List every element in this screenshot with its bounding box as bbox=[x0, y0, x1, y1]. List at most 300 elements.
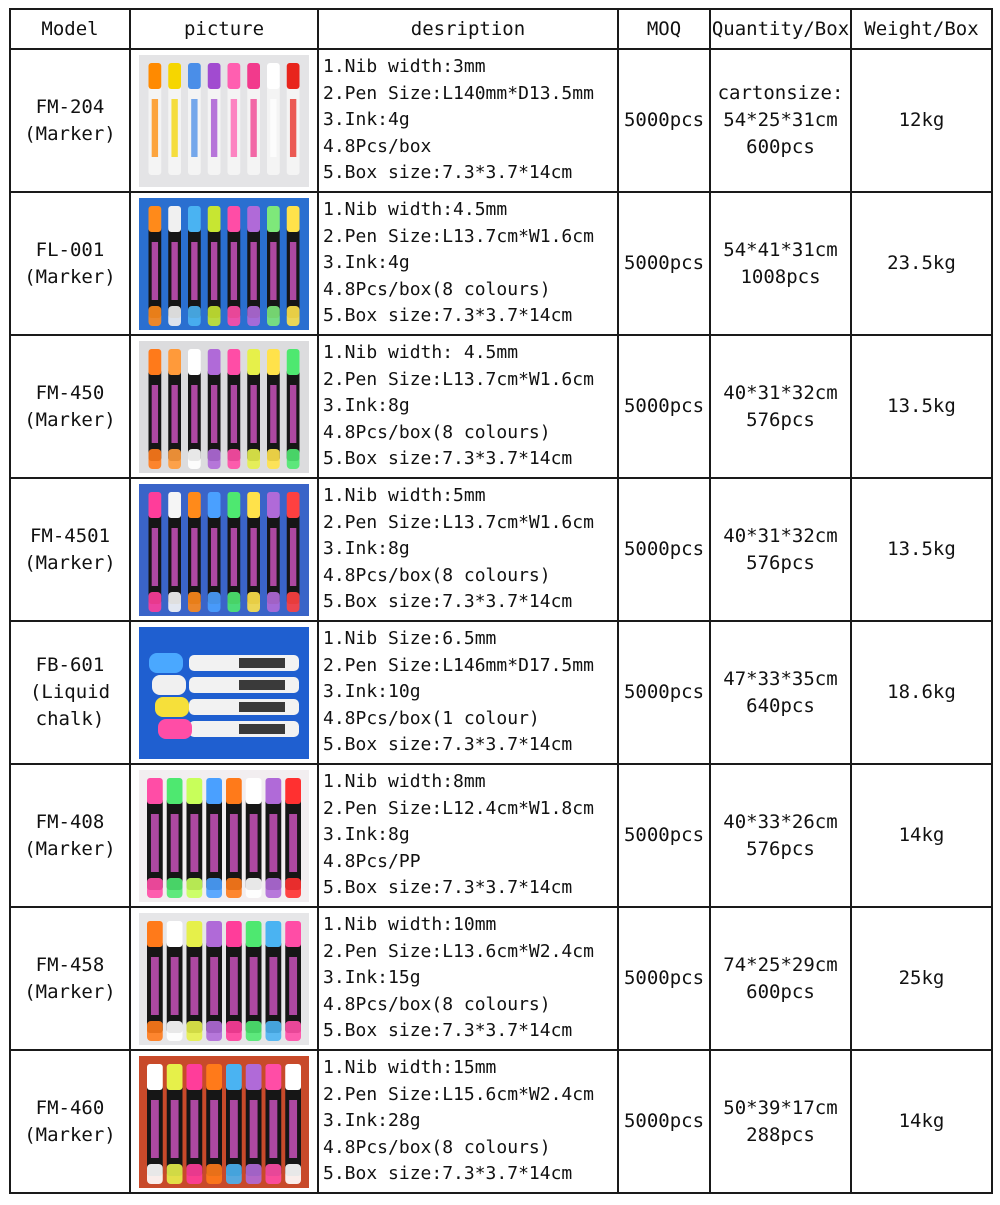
quantity-cell bbox=[710, 335, 851, 478]
model-cell bbox=[10, 478, 130, 621]
model-name: FM-460 bbox=[35, 1096, 105, 1119]
pen-cap bbox=[208, 349, 221, 375]
pen-cap bbox=[287, 492, 300, 518]
pen-cap-spare bbox=[167, 878, 183, 898]
header-quantity-per-box: Quantity/Box bbox=[710, 9, 851, 49]
quantity-line: 576pcs bbox=[746, 408, 815, 431]
pen-label bbox=[190, 814, 198, 872]
pen-label bbox=[191, 242, 197, 300]
model-cell bbox=[10, 335, 130, 478]
model-cell bbox=[10, 1050, 130, 1193]
model-name: FM-450 bbox=[35, 381, 105, 404]
product-photo bbox=[139, 770, 309, 902]
pen-cap bbox=[188, 206, 201, 232]
weight-cell: 18.6kg bbox=[851, 621, 992, 764]
picture-cell bbox=[130, 907, 318, 1050]
quantity-line: 288pcs bbox=[746, 1123, 815, 1146]
pen-label bbox=[210, 814, 218, 872]
pen-cap-spare bbox=[246, 878, 262, 898]
pen-cap bbox=[168, 349, 181, 375]
description-line: 2.Pen Size:L140mm*D13.5mm bbox=[323, 82, 594, 104]
pen-label bbox=[210, 957, 218, 1015]
description-line: 1.Nib width:4.5mm bbox=[323, 199, 508, 221]
pen-cap bbox=[147, 778, 163, 804]
model-name: FM-204 bbox=[35, 95, 105, 118]
pen-cap-spare bbox=[266, 878, 282, 898]
moq-cell: 5000pcs bbox=[618, 621, 710, 764]
model-type: (Marker) bbox=[24, 408, 116, 431]
pen-cap-spare bbox=[168, 306, 181, 326]
picture-cell bbox=[130, 192, 318, 335]
pen-cap-spare bbox=[267, 592, 280, 612]
pen-cap-spare bbox=[187, 878, 203, 898]
moq-cell: 5000pcs bbox=[618, 907, 710, 1050]
quantity-cell bbox=[710, 764, 851, 907]
pen-label bbox=[231, 242, 237, 300]
pen-label bbox=[171, 242, 177, 300]
pen-cap bbox=[206, 921, 222, 947]
pen-label bbox=[270, 528, 276, 586]
pen-cap bbox=[266, 1064, 282, 1090]
pen-cap-spare bbox=[147, 878, 163, 898]
pen-cap bbox=[226, 1064, 242, 1090]
quantity-line: 1008pcs bbox=[740, 265, 821, 288]
pen-label bbox=[190, 1100, 198, 1158]
quantity-line: 54*25*31cm bbox=[723, 109, 838, 131]
description-line: 5.Box size:7.3*3.7*14cm bbox=[323, 1163, 573, 1185]
quantity-cell bbox=[710, 907, 851, 1050]
pen-label bbox=[270, 99, 276, 157]
pen-label bbox=[239, 658, 285, 668]
description-line: 1.Nib width:10mm bbox=[323, 914, 497, 936]
pen-cap-spare bbox=[287, 306, 300, 326]
pen-label bbox=[250, 385, 256, 443]
quantity-line: 74*25*29cm bbox=[723, 953, 838, 976]
pen-cap bbox=[187, 778, 203, 804]
pen-cap-spare bbox=[206, 878, 222, 898]
product-row bbox=[10, 1050, 992, 1193]
pen-cap bbox=[287, 206, 300, 232]
description-cell bbox=[318, 192, 618, 335]
description-line: 3.Ink:28g bbox=[323, 1110, 421, 1132]
pen-label bbox=[250, 1100, 258, 1158]
product-photo bbox=[139, 627, 309, 759]
pen-cap bbox=[267, 63, 280, 89]
description-line: 2.Pen Size:L13.7cm*W1.6cm bbox=[323, 511, 594, 533]
pen-cap-spare bbox=[287, 592, 300, 612]
pen-cap-spare bbox=[226, 878, 242, 898]
pen-label bbox=[250, 814, 258, 872]
description-cell bbox=[318, 907, 618, 1050]
header-description: desription bbox=[318, 9, 618, 49]
description-line: 1.Nib width:8mm bbox=[323, 771, 486, 793]
description-line: 4.8Pcs/PP bbox=[323, 850, 421, 872]
pen-cap-spare bbox=[267, 449, 280, 469]
pen-label bbox=[210, 1100, 218, 1158]
model-name: FL-001 bbox=[35, 238, 105, 261]
description-line: 5.Box size:7.3*3.7*14cm bbox=[323, 591, 573, 613]
pen-label bbox=[250, 528, 256, 586]
product-row bbox=[10, 478, 992, 621]
description-line: 4.8Pcs/box bbox=[323, 135, 432, 157]
header-model: Model bbox=[10, 9, 130, 49]
pen-cap-spare bbox=[247, 449, 260, 469]
description-line: 3.Ink:8g bbox=[323, 538, 410, 560]
pen-label bbox=[230, 814, 238, 872]
description-line: 5.Box size:7.3*3.7*14cm bbox=[323, 877, 573, 899]
moq-cell: 5000pcs bbox=[618, 1050, 710, 1193]
pen-cap bbox=[247, 63, 260, 89]
product-photo bbox=[139, 484, 309, 616]
product-photo bbox=[139, 198, 309, 330]
description-line: 5.Box size:7.3*3.7*14cm bbox=[323, 305, 573, 327]
pen-cap-spare bbox=[187, 1164, 203, 1184]
pen-cap bbox=[149, 349, 162, 375]
pen-cap bbox=[158, 719, 192, 739]
model-cell bbox=[10, 49, 130, 192]
product-photo bbox=[139, 341, 309, 473]
moq-cell: 5000pcs bbox=[618, 764, 710, 907]
description-cell bbox=[318, 621, 618, 764]
quantity-line: cartonsize: bbox=[717, 82, 844, 104]
moq-cell: 5000pcs bbox=[618, 192, 710, 335]
description-line: 3.Ink:10g bbox=[323, 681, 421, 703]
pen-label bbox=[269, 1100, 277, 1158]
pen-label bbox=[190, 957, 198, 1015]
pen-cap bbox=[266, 778, 282, 804]
pen-cap bbox=[246, 1064, 262, 1090]
model-cell bbox=[10, 192, 130, 335]
pen-cap-spare bbox=[167, 1164, 183, 1184]
pen-label bbox=[152, 385, 158, 443]
pen-cap bbox=[228, 349, 241, 375]
pen-cap bbox=[149, 63, 162, 89]
pen-cap-spare bbox=[168, 592, 181, 612]
description-line: 1.Nib width:3mm bbox=[323, 56, 486, 78]
quantity-line: 40*31*32cm bbox=[723, 381, 838, 404]
pen-cap-spare bbox=[247, 306, 260, 326]
model-cell bbox=[10, 621, 130, 764]
pen-cap bbox=[187, 921, 203, 947]
pen-cap-spare bbox=[226, 1021, 242, 1041]
pen-label bbox=[290, 385, 296, 443]
pen-cap-spare bbox=[267, 306, 280, 326]
description-line: 5.Box size:7.3*3.7*14cm bbox=[323, 1020, 573, 1042]
description-line: 4.8Pcs/box(8 colours) bbox=[323, 1136, 551, 1158]
quantity-line: 576pcs bbox=[746, 837, 815, 860]
pen-label bbox=[171, 957, 179, 1015]
pen-cap-spare bbox=[246, 1021, 262, 1041]
moq-cell: 5000pcs bbox=[618, 335, 710, 478]
quantity-cell bbox=[710, 49, 851, 192]
description-line: 4.8Pcs/box(8 colours) bbox=[323, 278, 551, 300]
moq-cell: 5000pcs bbox=[618, 478, 710, 621]
quantity-cell bbox=[710, 478, 851, 621]
description-line: 5.Box size:7.3*3.7*14cm bbox=[323, 734, 573, 756]
pen-label bbox=[231, 528, 237, 586]
picture-cell bbox=[130, 764, 318, 907]
pen-label bbox=[270, 385, 276, 443]
pen-cap-spare bbox=[285, 878, 301, 898]
pen-cap bbox=[285, 778, 301, 804]
pen-label bbox=[171, 814, 179, 872]
quantity-cell bbox=[710, 1050, 851, 1193]
description-line: 3.Ink:4g bbox=[323, 252, 410, 274]
pen-cap-spare bbox=[285, 1021, 301, 1041]
pen-label bbox=[239, 702, 285, 712]
description-line: 3.Ink:15g bbox=[323, 967, 421, 989]
pen-cap bbox=[187, 1064, 203, 1090]
pen-cap-spare bbox=[228, 592, 241, 612]
product-row bbox=[10, 621, 992, 764]
pen-cap bbox=[226, 921, 242, 947]
description-cell bbox=[318, 764, 618, 907]
pen-label bbox=[231, 99, 237, 157]
model-cell bbox=[10, 907, 130, 1050]
weight-cell: 14kg bbox=[851, 764, 992, 907]
model-name: FM-408 bbox=[35, 810, 105, 833]
pen-label bbox=[269, 814, 277, 872]
pen-cap-spare bbox=[147, 1164, 163, 1184]
description-line: 3.Ink:8g bbox=[323, 395, 410, 417]
product-row bbox=[10, 335, 992, 478]
picture-cell bbox=[130, 1050, 318, 1193]
pen-cap-spare bbox=[287, 449, 300, 469]
pen-cap-spare bbox=[208, 306, 221, 326]
picture-cell bbox=[130, 49, 318, 192]
quantity-cell bbox=[710, 621, 851, 764]
pen-cap bbox=[188, 492, 201, 518]
pen-label bbox=[250, 242, 256, 300]
pen-cap-spare bbox=[188, 592, 201, 612]
pen-cap-spare bbox=[149, 449, 162, 469]
product-photo bbox=[139, 1056, 309, 1188]
weight-cell: 25kg bbox=[851, 907, 992, 1050]
description-line: 2.Pen Size:L12.4cm*W1.8cm bbox=[323, 797, 594, 819]
pen-cap bbox=[267, 492, 280, 518]
pen-label bbox=[231, 385, 237, 443]
model-type: (Marker) bbox=[24, 1123, 116, 1146]
description-cell bbox=[318, 335, 618, 478]
pen-cap bbox=[208, 492, 221, 518]
product-row bbox=[10, 49, 992, 192]
pen-cap bbox=[285, 921, 301, 947]
description-line: 5.Box size:7.3*3.7*14cm bbox=[323, 448, 573, 470]
pen-cap bbox=[147, 921, 163, 947]
weight-cell: 13.5kg bbox=[851, 335, 992, 478]
pen-label bbox=[230, 957, 238, 1015]
pen-cap bbox=[168, 206, 181, 232]
quantity-cell bbox=[710, 192, 851, 335]
pen-label bbox=[211, 99, 217, 157]
model-cell bbox=[10, 764, 130, 907]
description-line: 2.Pen Size:L13.7cm*W1.6cm bbox=[323, 368, 594, 390]
quantity-line: 47*33*35cm bbox=[723, 667, 838, 690]
quantity-line: 40*31*32cm bbox=[723, 524, 838, 547]
picture-cell bbox=[130, 621, 318, 764]
pen-cap-spare bbox=[266, 1164, 282, 1184]
pen-cap bbox=[206, 778, 222, 804]
pen-cap bbox=[167, 1064, 183, 1090]
pen-cap-spare bbox=[187, 1021, 203, 1041]
pen-cap bbox=[208, 206, 221, 232]
pen-label bbox=[151, 1100, 159, 1158]
pen-label bbox=[290, 242, 296, 300]
pen-label bbox=[290, 528, 296, 586]
model-type: (Liquid chalk) bbox=[29, 681, 111, 730]
pen-cap bbox=[167, 921, 183, 947]
quantity-line: 600pcs bbox=[746, 980, 815, 1003]
pen-cap bbox=[168, 492, 181, 518]
pen-cap bbox=[267, 206, 280, 232]
model-name: FM-4501 bbox=[29, 524, 111, 547]
model-type: (Marker) bbox=[24, 980, 116, 1003]
product-photo bbox=[139, 55, 309, 187]
pen-label bbox=[152, 242, 158, 300]
pen-label bbox=[151, 957, 159, 1015]
pen-label bbox=[289, 814, 297, 872]
weight-cell: 23.5kg bbox=[851, 192, 992, 335]
pen-label bbox=[171, 385, 177, 443]
pen-label bbox=[191, 385, 197, 443]
description-cell bbox=[318, 478, 618, 621]
pen-label bbox=[211, 385, 217, 443]
photo-background bbox=[139, 770, 309, 902]
pen-cap bbox=[228, 63, 241, 89]
product-row bbox=[10, 907, 992, 1050]
model-type: (Marker) bbox=[24, 551, 116, 574]
description-line: 2.Pen Size:L146mm*D17.5mm bbox=[323, 654, 594, 676]
description-line: 4.8Pcs/box(8 colours) bbox=[323, 564, 551, 586]
pen-cap-spare bbox=[226, 1164, 242, 1184]
pen-label bbox=[239, 724, 285, 734]
description-line: 4.8Pcs/box(8 colours) bbox=[323, 421, 551, 443]
pen-label bbox=[211, 242, 217, 300]
pen-cap bbox=[267, 349, 280, 375]
description-line: 4.8Pcs/box(8 colours) bbox=[323, 993, 551, 1015]
pen-cap-spare bbox=[188, 449, 201, 469]
product-spec-table bbox=[9, 8, 993, 1194]
pen-label bbox=[290, 99, 296, 157]
pen-cap bbox=[149, 492, 162, 518]
header-weight-per-box: Weight/Box bbox=[851, 9, 992, 49]
pen-cap-spare bbox=[168, 449, 181, 469]
pen-cap bbox=[149, 206, 162, 232]
pen-cap-spare bbox=[228, 306, 241, 326]
pen-cap bbox=[152, 675, 186, 695]
pen-cap-spare bbox=[228, 449, 241, 469]
pen-cap-spare bbox=[149, 592, 162, 612]
picture-cell bbox=[130, 335, 318, 478]
weight-cell: 13.5kg bbox=[851, 478, 992, 621]
pen-cap-spare bbox=[147, 1021, 163, 1041]
pen-cap bbox=[226, 778, 242, 804]
description-line: 4.8Pcs/box(1 colour) bbox=[323, 707, 540, 729]
description-line: 3.Ink:8g bbox=[323, 824, 410, 846]
pen-cap-spare bbox=[206, 1164, 222, 1184]
pen-cap bbox=[188, 349, 201, 375]
quantity-line: 640pcs bbox=[746, 694, 815, 717]
pen-label bbox=[289, 957, 297, 1015]
description-line: 1.Nib width:15mm bbox=[323, 1057, 497, 1079]
pen-cap bbox=[228, 492, 241, 518]
pen-cap-spare bbox=[247, 592, 260, 612]
pen-label bbox=[270, 242, 276, 300]
pen-cap bbox=[247, 349, 260, 375]
pen-cap bbox=[168, 63, 181, 89]
pen-label bbox=[211, 528, 217, 586]
pen-label bbox=[230, 1100, 238, 1158]
model-type: (Marker) bbox=[24, 122, 116, 145]
photo-background bbox=[139, 484, 309, 616]
pen-cap bbox=[188, 63, 201, 89]
picture-cell bbox=[130, 478, 318, 621]
pen-cap bbox=[208, 63, 221, 89]
quantity-line: 600pcs bbox=[746, 136, 815, 158]
photo-background bbox=[139, 1056, 309, 1188]
pen-label bbox=[191, 528, 197, 586]
pen-cap-spare bbox=[149, 306, 162, 326]
description-line: 2.Pen Size:L13.7cm*W1.6cm bbox=[323, 225, 594, 247]
quantity-line: 54*41*31cm bbox=[723, 238, 838, 261]
pen-cap bbox=[246, 778, 262, 804]
photo-background bbox=[139, 913, 309, 1045]
pen-cap bbox=[266, 921, 282, 947]
pen-cap-spare bbox=[188, 306, 201, 326]
pen-cap bbox=[149, 653, 183, 673]
description-line: 1.Nib width:5mm bbox=[323, 485, 486, 507]
pen-cap bbox=[287, 349, 300, 375]
pen-cap-spare bbox=[167, 1021, 183, 1041]
quantity-line: 40*33*26cm bbox=[723, 810, 838, 833]
pen-cap bbox=[247, 492, 260, 518]
product-row bbox=[10, 192, 992, 335]
pen-cap bbox=[247, 206, 260, 232]
description-cell bbox=[318, 1050, 618, 1193]
photo-background bbox=[139, 198, 309, 330]
pen-label bbox=[151, 814, 159, 872]
weight-cell: 14kg bbox=[851, 1050, 992, 1193]
pen-cap bbox=[167, 778, 183, 804]
weight-cell: 12kg bbox=[851, 49, 992, 192]
description-line: 5.Box size:7.3*3.7*14cm bbox=[323, 162, 573, 184]
description-line: 2.Pen Size:L15.6cm*W2.4cm bbox=[323, 1083, 594, 1105]
pen-cap bbox=[147, 1064, 163, 1090]
photo-background bbox=[139, 341, 309, 473]
pen-cap bbox=[206, 1064, 222, 1090]
description-line: 2.Pen Size:L13.6cm*W2.4cm bbox=[323, 940, 594, 962]
pen-cap bbox=[228, 206, 241, 232]
header-picture: picture bbox=[130, 9, 318, 49]
model-name: FB-601 bbox=[35, 654, 105, 676]
pen-cap-spare bbox=[208, 449, 221, 469]
photo-background bbox=[139, 55, 309, 187]
pen-label bbox=[191, 99, 197, 157]
description-line: 1.Nib Size:6.5mm bbox=[323, 628, 497, 650]
model-name: FM-458 bbox=[35, 953, 105, 976]
pen-label bbox=[171, 528, 177, 586]
pen-label bbox=[269, 957, 277, 1015]
pen-label bbox=[152, 99, 158, 157]
pen-label bbox=[171, 99, 177, 157]
model-type: (Marker) bbox=[24, 837, 116, 860]
pen-label bbox=[171, 1100, 179, 1158]
pen-cap-spare bbox=[266, 1021, 282, 1041]
description-line: 1.Nib width: 4.5mm bbox=[323, 342, 519, 364]
pen-cap-spare bbox=[208, 592, 221, 612]
quantity-line: 576pcs bbox=[746, 551, 815, 574]
pen-cap bbox=[287, 63, 300, 89]
